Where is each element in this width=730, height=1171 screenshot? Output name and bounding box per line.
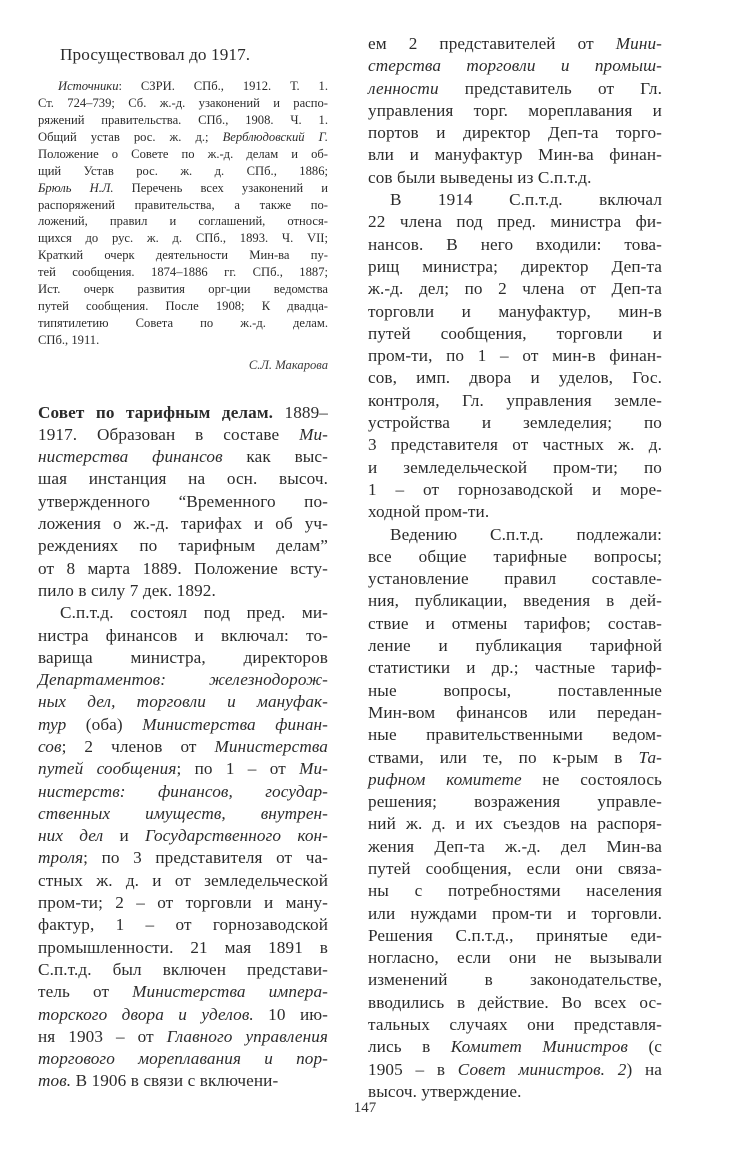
text-line: торского двора и уделов. 10 ию-: [38, 1004, 329, 1024]
italic-text: Источники: [58, 79, 119, 94]
text-line: тур (оба) Министерства финан-: [38, 714, 328, 734]
italic-text: ных дел, торговли и мануфак-: [38, 692, 328, 712]
text-line: ление и публикация тарифной: [368, 636, 662, 656]
text-line: высоч. утверждение.: [368, 1081, 522, 1101]
text-line: тей сообщения. 1874–1886 гг. СПб., 1887;: [38, 265, 328, 280]
text-line: и земледельческой пром-ти; по: [368, 457, 662, 477]
text-line: статистики и др.; частные тариф-: [368, 658, 662, 678]
italic-text: Верблюдовский Г.: [222, 129, 328, 144]
text-line: ствие и отмены тарифов; состав-: [368, 613, 662, 633]
text-line: ствами, или те, по к-рым в Та-: [368, 747, 662, 767]
text-line: [38, 691, 328, 713]
text-line: путей сообщения. После 1908; К двадца-: [38, 298, 328, 313]
italic-text: тур: [38, 714, 67, 734]
text-line: ленности представитель от Гл.: [368, 78, 662, 98]
bold-text: Совет по тарифным делам.: [38, 402, 274, 422]
text-line: Ист. очерк развития орг-ции ведомства: [38, 281, 328, 296]
italic-text: Брюль Н.Л.: [38, 180, 114, 195]
text-line: 1905 – в Совет министров. 2) на: [368, 1059, 663, 1079]
italic-text: Министерства финан-: [142, 714, 328, 734]
text-line: ряжений правительства. СПб., 1908. Ч. 1.: [38, 113, 328, 128]
text-line: ходной пром-ти.: [368, 502, 490, 522]
paragraph-jurisdiction: [368, 524, 662, 1104]
text-line: распоряжений правительства, а также по-: [38, 197, 328, 212]
paragraph-continuation: [368, 33, 662, 189]
text-line: пром-ти, по 1 – от мин-в финан-: [368, 346, 662, 366]
italic-text: Департаментов: железнодорож-: [38, 670, 328, 690]
text-line: Брюль Н.Л. Перечень всех узаконений и: [38, 180, 328, 195]
text-line: [38, 803, 328, 825]
text-line: ж.-д. дел; по 2 члена от Деп-та: [368, 279, 662, 299]
text-line: [38, 781, 328, 803]
text-line: нансов. В него входили: това-: [368, 234, 662, 254]
italic-text: Министерства: [214, 737, 328, 756]
text-line: жения Деп-та ж.-д. дел Мин-ва: [368, 836, 662, 856]
text-line: Положение о Совете по ж.-д. делам и об-: [38, 146, 328, 161]
text-line: Мин-вом финансов или передан-: [368, 702, 662, 722]
text-line: нистра финансов и включал: то-: [38, 625, 328, 645]
text-line: рифном комитете не состоялось: [368, 769, 662, 789]
italic-text: нистерств: финансов, государ-: [38, 781, 328, 801]
italic-text: ственных имуществ, внутрен-: [38, 803, 328, 823]
text-line: С.п.т.д. был включен представи-: [38, 959, 328, 979]
italic-text: Та-: [638, 747, 662, 767]
text-line: [38, 1048, 328, 1070]
italic-text: троля: [38, 848, 84, 868]
italic-text: Главного управления: [166, 1026, 328, 1046]
text-line: стных ж. д. и от земледельческой: [38, 870, 328, 890]
text-line: или нуждами пром-ти и торговли.: [368, 903, 662, 923]
paragraph-1914-composition: [368, 189, 662, 523]
previous-entry-ending: Просуществовал до 1917.: [60, 45, 251, 64]
author-signature: С.Л. Макарова: [248, 357, 328, 372]
text-line: сов; 2 членов от Министерства: [38, 737, 328, 756]
italic-text: Министерства импера-: [132, 982, 329, 1002]
italic-text: Комитет Министров: [450, 1037, 628, 1057]
text-line: Общий устав рос. ж. д.; Верблюдовский Г.: [38, 129, 328, 144]
italic-text: стерства торговли и промыш-: [368, 56, 662, 76]
text-line: от 8 марта 1889. Положение всту-: [38, 558, 328, 578]
text-line: пило в силу 7 дек. 1892.: [38, 580, 216, 600]
text-line: В 1914 С.п.т.д. включал: [390, 190, 662, 210]
text-line: путей сообщения, торговли и: [368, 323, 662, 343]
text-line: путей сообщения, если они связа-: [368, 858, 662, 878]
text-line: контроля, Гл. управления земле-: [368, 390, 662, 410]
text-line: щий Устав рос. ж. д. СПб., 1886;: [38, 163, 328, 178]
italic-text: Мини-: [615, 34, 662, 53]
text-line: Краткий очерк деятельности Мин-ва пу-: [38, 248, 328, 263]
left-column: [38, 0, 328, 1093]
page-number: 147: [353, 1100, 377, 1116]
text-line: все общие тарифные вопросы;: [368, 546, 662, 566]
text-line: СПб., 1911.: [38, 332, 100, 347]
text-line: портов и директор Деп-та торго-: [368, 123, 662, 143]
text-line: лись в Комитет Министров (с: [368, 1037, 662, 1057]
italic-text: рифном комитете: [368, 769, 522, 789]
text-line: вводились в действие. Во всех ос-: [368, 992, 662, 1012]
italic-text: Ми-: [299, 759, 328, 779]
italic-text: торгового мореплавания и пор-: [38, 1049, 328, 1069]
text-line: ложения о ж.-д. тарифах и об уч-: [38, 514, 328, 534]
text-line: ем 2 представителей от Мини-: [368, 34, 662, 53]
text-line: 1 – от горнозаводской и море-: [368, 479, 662, 499]
text-line: ные вопросы, поставленные: [368, 680, 662, 700]
text-line: ния, публикации, введения в дей-: [368, 591, 662, 611]
italic-text: Ми-: [299, 424, 328, 444]
text-line: С.п.т.д. состоял под пред. ми-: [60, 603, 328, 623]
text-line: ня 1903 – от Главного управления: [38, 1026, 328, 1046]
text-line: [368, 55, 662, 77]
text-line: торговли и мануфактур, мин-в: [368, 301, 662, 321]
text-line: промышленности. 21 мая 1891 в: [38, 937, 328, 957]
text-line: 3 представителя от частных ж. д.: [368, 435, 662, 455]
italic-text: Совет министров. 2: [457, 1059, 627, 1079]
entry-paragraph-composition: [38, 602, 328, 1093]
text-line: тов. В 1906 в связи с включени-: [38, 1071, 279, 1091]
text-line: шая инстанция на осн. высоч.: [38, 469, 328, 489]
text-line: реждениях по тарифным делам”: [38, 536, 328, 556]
text-line: Источники: СЗРИ. СПб., 1912. Т. 1.: [58, 79, 328, 94]
sources-block: [38, 78, 328, 348]
text-line: ные правительственными ведом-: [368, 725, 662, 745]
text-line: троля; по 3 представителя от ча-: [38, 848, 328, 868]
text-line: них дел и Государственного кон-: [38, 826, 329, 846]
text-line: тальных случаях они представля-: [368, 1015, 662, 1035]
text-line: Совет по тарифным делам. 1889–: [38, 402, 328, 422]
text-line: типятилетию Совета по ж.-д. делам.: [38, 315, 328, 330]
italic-text: торского двора и уделов.: [38, 1004, 254, 1024]
text-line: фактур, 1 – от горнозаводской: [38, 915, 328, 935]
text-line: варища министра, директоров: [38, 647, 328, 667]
text-line: решения; возражения управле-: [368, 792, 662, 812]
text-line: сов, имп. двора и уделов, Гос.: [368, 368, 662, 388]
text-line: Ведению С.п.т.д. подлежали:: [390, 524, 662, 544]
text-line: путей сообщения; по 1 – от Ми-: [38, 759, 328, 779]
entry-heading-paragraph: [38, 402, 328, 603]
italic-text: путей сообщения: [38, 759, 177, 779]
text-line: Ст. 724–739; Сб. ж.-д. узаконений и распо-: [38, 96, 328, 111]
text-line: сов были выведены из С.п.т.д.: [368, 167, 592, 187]
text-line: управления торг. мореплавания и: [368, 100, 662, 120]
text-line: [38, 669, 328, 691]
text-line: установление правил составле-: [368, 569, 662, 589]
text-line: нистерства финансов как выс-: [38, 447, 328, 467]
italic-text: Государственного кон-: [145, 826, 329, 846]
text-line: изменений в законодательстве,: [368, 970, 662, 990]
text-line: Решения С.п.т.д., принятые еди-: [368, 925, 662, 945]
text-line: устройства и земледелия; по: [368, 413, 662, 433]
italic-text: тов.: [38, 1071, 72, 1091]
text-line: утвержденного “Временного по-: [38, 491, 328, 511]
italic-text: сов: [38, 737, 62, 756]
text-line: ны с потребностями населения: [368, 881, 662, 901]
text-line: вли и мануфактур Мин-ва финан-: [368, 145, 662, 165]
right-column: [368, 0, 662, 1103]
italic-text: них дел: [38, 826, 104, 846]
text-line: пром-ти; 2 – от торговли и ману-: [38, 893, 328, 913]
text-line: 1917. Образован в составе Ми-: [38, 424, 328, 444]
text-line: ногласно, если они не вызывали: [368, 948, 662, 968]
text-line: 22 члена под пред. министра фи-: [368, 212, 662, 232]
text-line: ний ж. д. и их съездов на распоря-: [368, 814, 662, 834]
text-line: рищ министра; директор Деп-та: [368, 256, 662, 276]
italic-text: нистерства финансов: [38, 447, 223, 467]
text-line: ложений, правил и соглашений, относя-: [38, 214, 328, 229]
italic-text: ленности: [368, 78, 439, 98]
text-line: щихся до рус. ж. д. СПб., 1893. Ч. VII;: [38, 231, 328, 246]
text-line: тель от Министерства импера-: [38, 982, 329, 1002]
